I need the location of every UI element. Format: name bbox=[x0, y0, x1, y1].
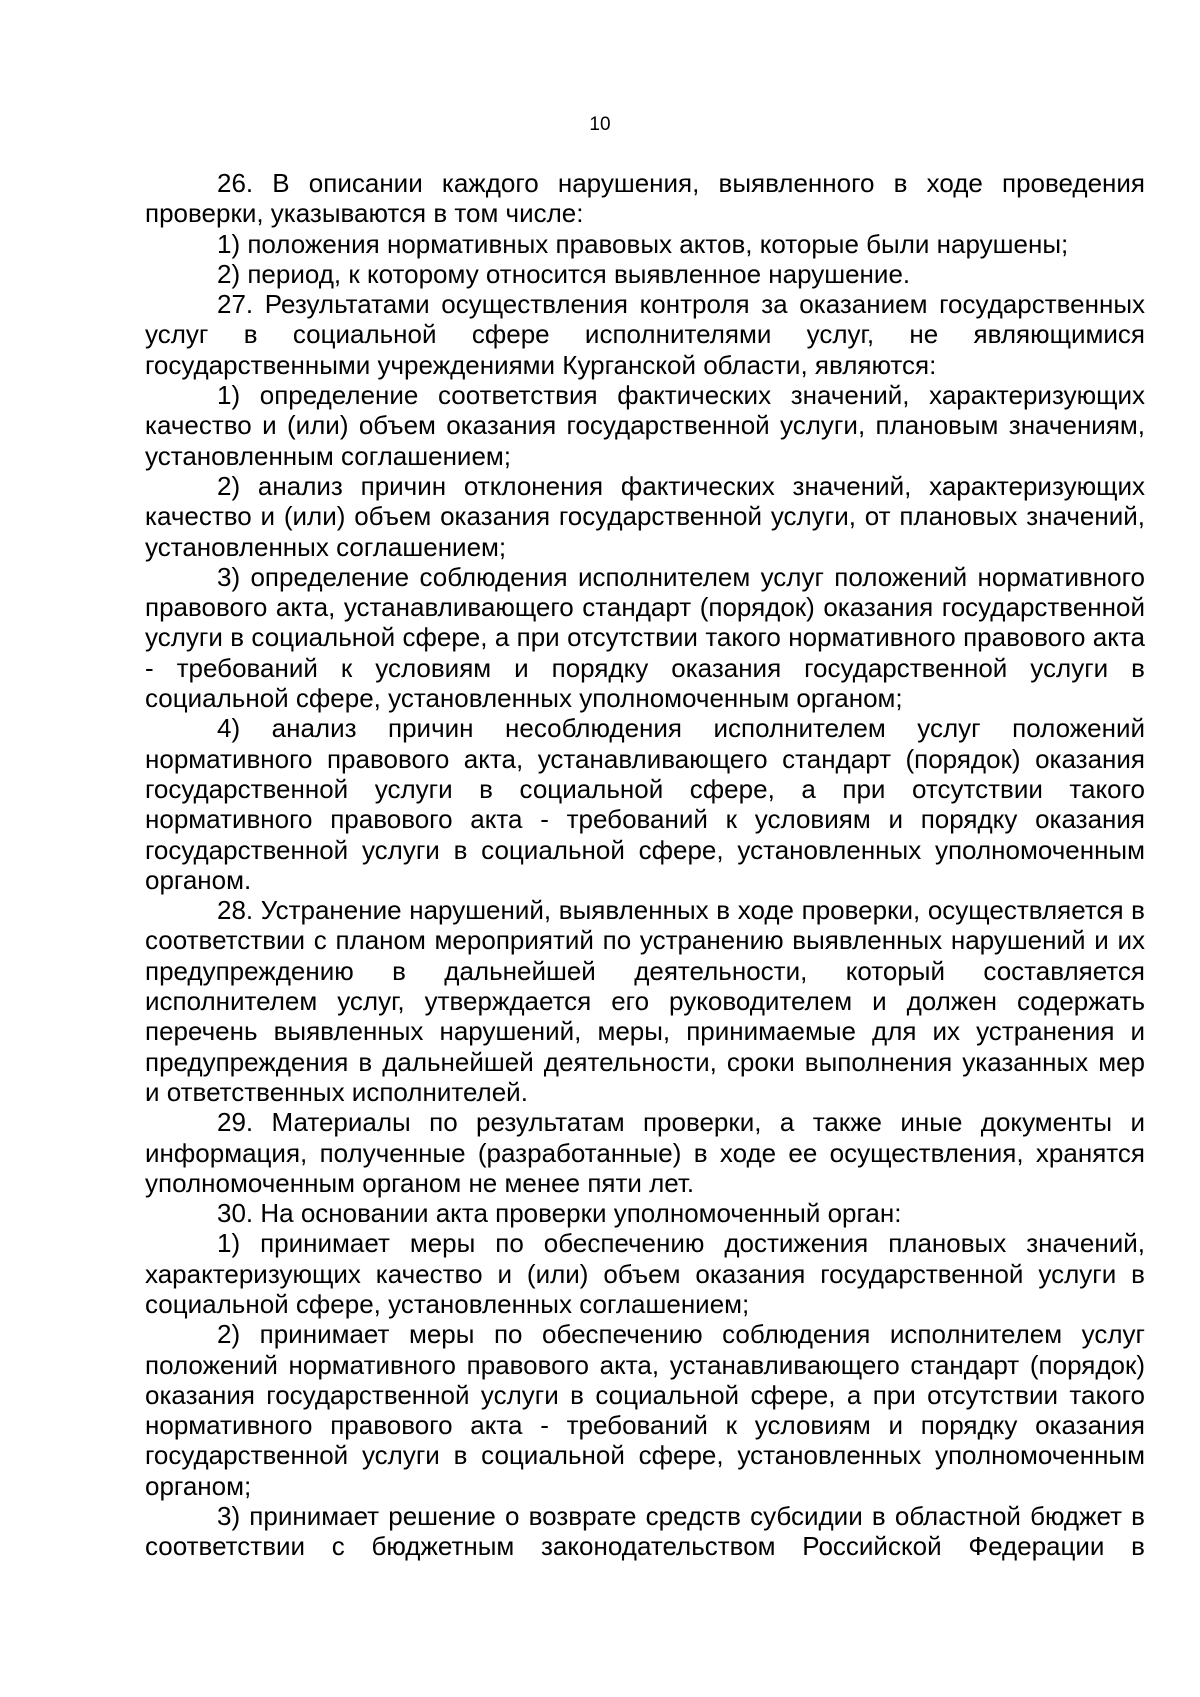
paragraph-29: 29. Материалы по результатам проверки, а также иные документы и информация, полученные (разработанные) в ходе ее осуществления, хранятся уполномоченным органом не менее пяти лет. bbox=[145, 1107, 1145, 1198]
paragraph-30-item-1: 1) принимает меры по обеспечению достижения плановых значений, характеризующих качество и (или) объем оказания государственной услуги в социальной сфере, установленных соглашением; bbox=[145, 1228, 1145, 1319]
page-number: 10 bbox=[589, 114, 611, 135]
paragraph-27-item-4: 4) анализ причин несоблюдения исполнителем услуг положений нормативного правового акта, устанавливающего стандарт (порядок) оказания государственной услуги в социальной сфере, а при отсутствии такого нормативного правового акта - требований к условиям и порядку оказания государственной услуги в социальной сфере, установленных уполномоченным органом. bbox=[145, 713, 1145, 895]
paragraph-27-item-3: 3) определение соблюдения исполнителем услуг положений нормативного правового акта, устанавливающего стандарт (порядок) оказания государственной услуги в социальной сфере, а при отсутствии такого нормативного правового акта - требований к условиям и порядку оказания государственной услуги в социальной сфере, установленных уполномоченным органом; bbox=[145, 561, 1145, 714]
paragraph-26: 26. В описании каждого нарушения, выявленного в ходе проведения проверки, указываются в том числе: bbox=[145, 168, 1145, 229]
document-body bbox=[145, 168, 1145, 1562]
paragraph-30: 30. На основании акта проверки уполномоченный орган: bbox=[217, 1198, 902, 1229]
paragraph-30-item-2: 2) принимает меры по обеспечению соблюдения исполнителем услуг положений нормативного правового акта, устанавливающего стандарт (порядок) оказания государственной услуги в социальной сфере, а при отсутствии такого нормативного правового акта - требований к условиям и порядку оказания государственной услуги в социальной сфере, установленных уполномоченным органом; bbox=[145, 1319, 1145, 1501]
paragraph-26-item-2: 2) период, к которому относится выявленное нарушение. bbox=[217, 258, 911, 289]
paragraph-26-item-1: 1) положения нормативных правовых актов, которые были нарушены; bbox=[217, 228, 1069, 259]
paragraph-27: 27. Результатами осуществления контроля за оказанием государственных услуг в социальной сфере исполнителями услуг, не являющимися государственными учреждениями Курганской области, являются: bbox=[145, 289, 1145, 380]
paragraph-27-item-1: 1) определение соответствия фактических значений, характеризующих качество и (или) объем оказания государственной услуги, плановым значениям, установленным соглашением; bbox=[145, 380, 1145, 471]
paragraph-30-item-3: 3) принимает решение о возврате средств субсидии в областной бюджет в соответствии с бюджетным законодательством Российской Федерации в bbox=[145, 1501, 1145, 1562]
paragraph-28: 28. Устранение нарушений, выявленных в ходе проверки, осуществляется в соответствии с планом мероприятий по устранению выявленных нарушений и их предупреждению в дальнейшей деятельности, который составляется исполнителем услуг, утверждается его руководителем и должен содержать перечень выявленных нарушений, меры, принимаемые для их устранения и предупреждения в дальнейшей деятельности, сроки выполнения указанных мер и ответственных исполнителей. bbox=[145, 895, 1145, 1107]
paragraph-27-item-2: 2) анализ причин отклонения фактических значений, характеризующих качество и (или) объем оказания государственной услуги, от плановых значений, установленных соглашением; bbox=[145, 470, 1145, 562]
